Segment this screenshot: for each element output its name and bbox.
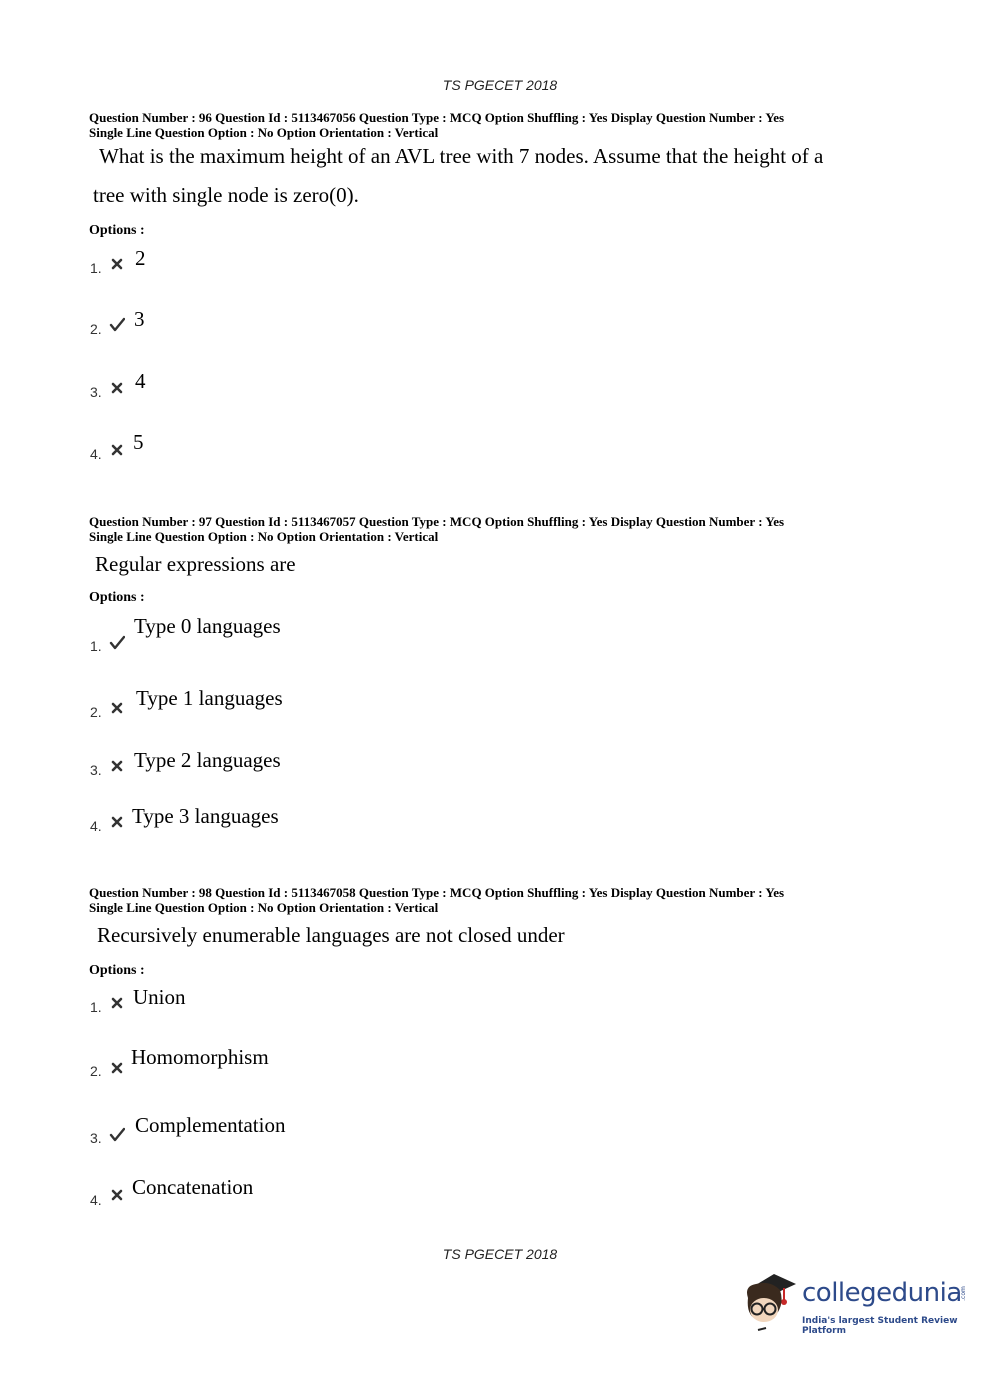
cross-icon (109, 380, 125, 396)
options-label: Options : (89, 223, 145, 238)
question-97 (89, 514, 909, 834)
question-meta (89, 514, 909, 544)
question-text-line1: What is the maximum height of an AVL tree with 7 nodes. Assume that the height of a (99, 144, 824, 168)
option-number: 3. (90, 384, 102, 400)
logo-tagline: India's largest Student Review Platform (802, 1316, 958, 1336)
option-text: Type 0 languages (134, 614, 281, 638)
option-text: Union (133, 985, 186, 1009)
option-text: Complementation (135, 1113, 286, 1137)
question-96 (89, 110, 909, 462)
option-text: Concatenation (132, 1175, 254, 1199)
question-meta-line1: Question Number : 96 Question Id : 5113467056 Question Type : MCQ Option Shuffling : Yes Display Question Number : Yes (89, 110, 785, 125)
option-number: 4. (90, 1192, 102, 1208)
cross-icon (109, 442, 125, 458)
option-text: 2 (135, 246, 146, 270)
option-text: Type 2 languages (134, 748, 281, 772)
option-text: 3 (134, 307, 145, 331)
question-meta-line1: Question Number : 98 Question Id : 5113467058 Question Type : MCQ Option Shuffling : Yes Display Question Number : Yes (89, 885, 785, 900)
question-meta-line2: Single Line Question Option : No Option Orientation : Vertical (89, 125, 439, 140)
question-meta (89, 110, 909, 140)
cross-icon (109, 1187, 125, 1203)
option-text: Homomorphism (131, 1045, 269, 1069)
page-header: TS PGECET 2018 (442, 77, 558, 93)
option-number: 1. (90, 260, 102, 276)
option-number: 2. (90, 321, 102, 337)
question-meta (89, 885, 909, 915)
option-number: 3. (90, 762, 102, 778)
option-text: 5 (133, 430, 144, 454)
option-number: 1. (90, 638, 102, 654)
cross-icon (109, 700, 125, 716)
cross-icon (109, 814, 125, 830)
cross-icon (109, 995, 125, 1011)
question-meta-line1: Question Number : 97 Question Id : 5113467057 Question Type : MCQ Option Shuffling : Yes Display Question Number : Yes (89, 514, 785, 529)
option-number: 1. (90, 999, 102, 1015)
options-label: Options : (89, 590, 145, 605)
question-text-line2: tree with single node is zero(0). (93, 183, 359, 207)
options-label: Options : (89, 963, 145, 978)
question-text-line1: Recursively enumerable languages are not closed under (97, 923, 565, 947)
question-meta-line2: Single Line Question Option : No Option Orientation : Vertical (89, 900, 439, 915)
mascot-icon (740, 1268, 800, 1338)
option-text: Type 3 languages (132, 804, 279, 828)
option-number: 2. (90, 704, 102, 720)
page-footer: TS PGECET 2018 (442, 1246, 558, 1262)
collegedunia-logo (740, 1268, 970, 1338)
option-number: 4. (90, 818, 102, 834)
question-text-line1: Regular expressions are (95, 552, 296, 576)
question-98 (89, 885, 909, 1208)
check-icon (109, 1127, 125, 1143)
option-text: Type 1 languages (136, 686, 283, 710)
check-icon (109, 635, 125, 651)
logo-name: collegedunia (802, 1278, 962, 1308)
cross-icon (109, 758, 125, 774)
option-text: 4 (135, 369, 146, 393)
option-number: 4. (90, 446, 102, 462)
question-meta-line2: Single Line Question Option : No Option Orientation : Vertical (89, 529, 439, 544)
cross-icon (109, 256, 125, 272)
option-number: 2. (90, 1063, 102, 1079)
check-icon (109, 317, 125, 333)
cross-icon (109, 1060, 125, 1076)
logo-suffix: .com (959, 1286, 967, 1301)
option-number: 3. (90, 1130, 102, 1146)
